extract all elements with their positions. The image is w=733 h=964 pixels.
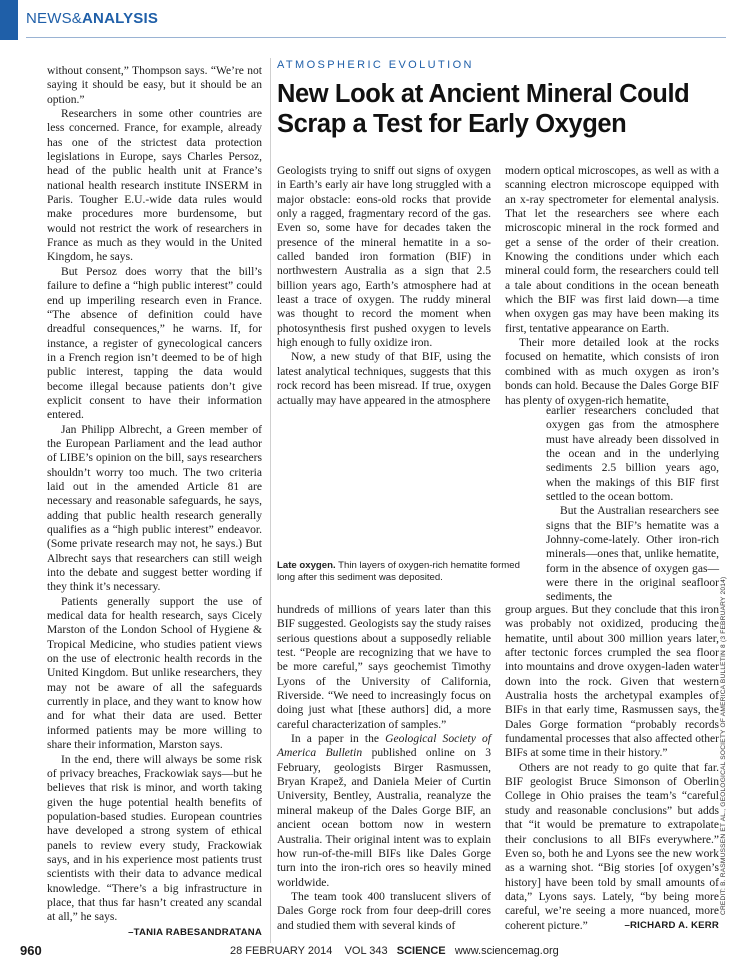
paragraph: earlier researchers concluded that oxygen gas from the atmosphere must have already been dissolved in the ocean and in the underlying sediments 2.5 billion years ago, when the makings of this BIF first settled to the ocean bottom. bbox=[546, 405, 719, 504]
paragraph: group argues. But they conclude that this iron was probably not oxidized, producing the hematite, until about 300 million years later, after tectonic forces crumpled the sea floor into mountains and drove oxygen-laden water down into the rock. Given that western Australia hosts the archetypal examples of BIFs in that early time, Rasmussen says, the Dales Gorge formation “probably records fundamental processes that also affected other BIFs at some time in their history.” bbox=[505, 604, 719, 760]
paragraph: hundreds of millions of years later than this BIF suggested. Geologists say the study raises serious questions about a supposedly reliable test. “People are recognizing that we have to be more careful,” says geochemist Timothy Lyons of the University of California, Riverside. “We need to increasingly focus on doing just what [these authors] did, a more careful characterization of samples.” bbox=[277, 604, 491, 731]
footer-info bbox=[230, 945, 559, 957]
paragraph: Geologists trying to sniff out signs of oxygen in Earth’s early air have long struggled with a major obstacle: eons-old rocks that provide only a ragged, fragmentary record of the gas. Even so, some have for decades taken the presence of the mineral hematite in a so-called banded iron formation (BIF) in northwestern Australia as a sign that 2.5 billion years ago, Earth’s atmosphere had at least a trace of oxygen. The ruddy mineral was thought to record the moment when photosynthesis first pushed oxygen to levels high enough to fully oxidize iron. bbox=[277, 165, 491, 350]
website-url: www.sciencemag.org bbox=[454, 945, 559, 957]
column-divider bbox=[270, 58, 271, 943]
paragraph: But the Australian researchers see signs that the BIF’s hematite was a Johnny-come-lately. Other iron-rich minerals—ones that, unlike hematite, form in the absence of oxygen gas—were there in the original seafloor sediments, the bbox=[546, 505, 719, 604]
paragraph: Patients generally support the use of medical data for health research, says Cicely Marston of the London School of Hygiene & Tropical Medicine, who studies patient views on the use of electronic health records in the United Kingdom. But unlike researchers, they may not be aware of all the safeguards currently in place, and they want to know how and for what their data are used. Better informed patients may be more willing to share their information, Marston says. bbox=[47, 595, 262, 752]
paragraph: Their more detailed look at the rocks focused on hematite, which consists of iron combined with as much oxygen as iron’s bonds can hold. Because the Dales Gorge BIF has plenty of oxygen-rich hematite, bbox=[505, 337, 719, 407]
paragraph: Researchers in some other countries are less concerned. France, for example, already has one of the strictest data protection legislations in Europe, says Charles Persoz, head of the public health unit at France’s national health research institute INSERM in Paris. Tougher E.U.-wide data rules would make procedures more burdensome, but would not restrict the work of researchers in France as much as they would in the United Kingdom, he says. bbox=[47, 108, 262, 264]
section-label-news: NEWS& bbox=[26, 10, 83, 27]
journal-name-footer: SCIENCE bbox=[396, 945, 446, 957]
article-column-2-bottom bbox=[505, 603, 719, 933]
caption-text: Thin layers of oxygen-rich hematite formed long after this sediment was deposited. bbox=[277, 560, 520, 584]
article-kicker: ATMOSPHERIC EVOLUTION bbox=[277, 59, 474, 71]
paragraph: But Persoz does worry that the bill’s failure to define a “high public interest” could end up imperiling research even in France. “The absence of definition could have dreadful consequences,” he warns. If, for instance, a register of gynecological cancers in a French region isn’t deemed to be of high public interest, tapping the data would become illegal because patients don’t give explicit consent to have their information entered. bbox=[47, 265, 262, 422]
left-column bbox=[47, 64, 262, 940]
article-column-1-bottom bbox=[277, 603, 491, 933]
issue-date: 28 FEBRUARY 2014 bbox=[230, 945, 333, 957]
page-number: 960 bbox=[20, 943, 42, 958]
author-signature: –RICHARD A. KERR bbox=[624, 919, 719, 931]
photo-caption bbox=[277, 560, 539, 585]
header-rule bbox=[26, 37, 726, 38]
paragraph: modern optical microscopes, as well as with a scanning electron microscope equipped with an x-ray spectrometer for elemental analysis. That let the researchers see where each microscopic mineral in the rock formed and get a sense of the order of their creation. Knowing the conditions under which each mineral could form, the researchers could tell a tale about conditions in the ocean beneath which the BIF was first laid down—a time when oxygen gas may have been making its first, tentative appearance on Earth. bbox=[505, 165, 719, 335]
paragraph: Jan Philipp Albrecht, a Green member of the European Parliament and the lead author of LIBE’s opinion on the bill, says researchers shouldn’t worry too much. The two criteria laid out in the amended Article 81 are necessary and reasonable safeguards, he says, adding that public health research generally qualifies as a “high public interest” endeavor. (Some private research may not, he says.) But Albrecht says that researchers can still weigh into the debate and suggest better wording if they think it’s necessary. bbox=[47, 423, 262, 594]
text-run: published online on 3 February, geologists Birger Rasmussen, Bryan Krapež, and Daniela Meier of Curtin University, Bentley, Australia, reanalyze the mineral makeup of the Dales Gorge BIF, an ancient ocean bottom now in western Australia. Their original intent was to explain how run-of-the-mill BIFs like Dales Gorge turn into the iron-rich ores so heavily mined worldwide. bbox=[277, 747, 491, 889]
sediment-photo bbox=[275, 407, 517, 557]
section-color-bar bbox=[0, 0, 18, 40]
text-run: In a paper in the bbox=[291, 733, 386, 746]
volume: VOL 343 bbox=[344, 945, 388, 957]
section-label-analysis: ANALYSIS bbox=[82, 10, 159, 27]
caption-title: Late oxygen. bbox=[277, 560, 336, 571]
paragraph: Others are not ready to go quite that far. BIF geologist Bruce Simonson of Oberlin College in Ohio praises the team’s “careful study and reasonable conclusions” but adds that “it would be premature to extrapolate their conclusions to all BIFs everywhere.” Even so, both he and Lyons see the new work as a warning shot. “Big stories [of oxygen’s history] have been told by small amounts of data,” Lyons says. Lately, “by being more careful, we’re seeing a more nuanced, more coherent picture.” bbox=[505, 761, 719, 932]
image-credit bbox=[720, 576, 733, 915]
article-column-2-top bbox=[505, 164, 719, 408]
author-signature: –TANIA RABESANDRATANA bbox=[128, 926, 262, 938]
article-column-1-top bbox=[277, 164, 491, 408]
paragraph bbox=[277, 732, 491, 890]
article-headline: New Look at Ancient Mineral Could Scrap a Test for Early Oxygen bbox=[277, 80, 690, 138]
paragraph: without consent,” Thompson says. “We’re not saying it should be easy, but it should be an option.” bbox=[47, 65, 262, 106]
credit-text: CREDIT: B. RASMUSSEN ET AL., GEOLOGICAL SOCIETY OF AMERICA BULLETIN 8 (3 FEBRUARY 2014) bbox=[720, 576, 727, 915]
journal-name: Geological Society of America Bulletin bbox=[277, 733, 491, 760]
paragraph: Now, a new study of that BIF, using the latest analytical techniques, suggests that this rock record has been misread. If true, oxygen actually may have appeared in the atmosphere bbox=[277, 351, 491, 407]
paragraph: The team took 400 translucent slivers of Dales Gorge rock from four deep-drill cores and studied them with several kinds of bbox=[277, 890, 491, 932]
section-header bbox=[26, 10, 158, 27]
paragraph: In the end, there will always be some risk of privacy breaches, Frackowiak says—but he believes that risk is minor, and worth taking given the huge potential health benefits of population-based studies. European countries have developed a strong system of ethical panels to review every study, Frackowiak says, and in his experience most patients trust scientists with their data to advance medical knowledge. “There’s a big infrastructure in place, that thus far hasn’t created any scandal at all,” he says. bbox=[47, 753, 262, 924]
article-column-2-wrap bbox=[546, 404, 719, 605]
